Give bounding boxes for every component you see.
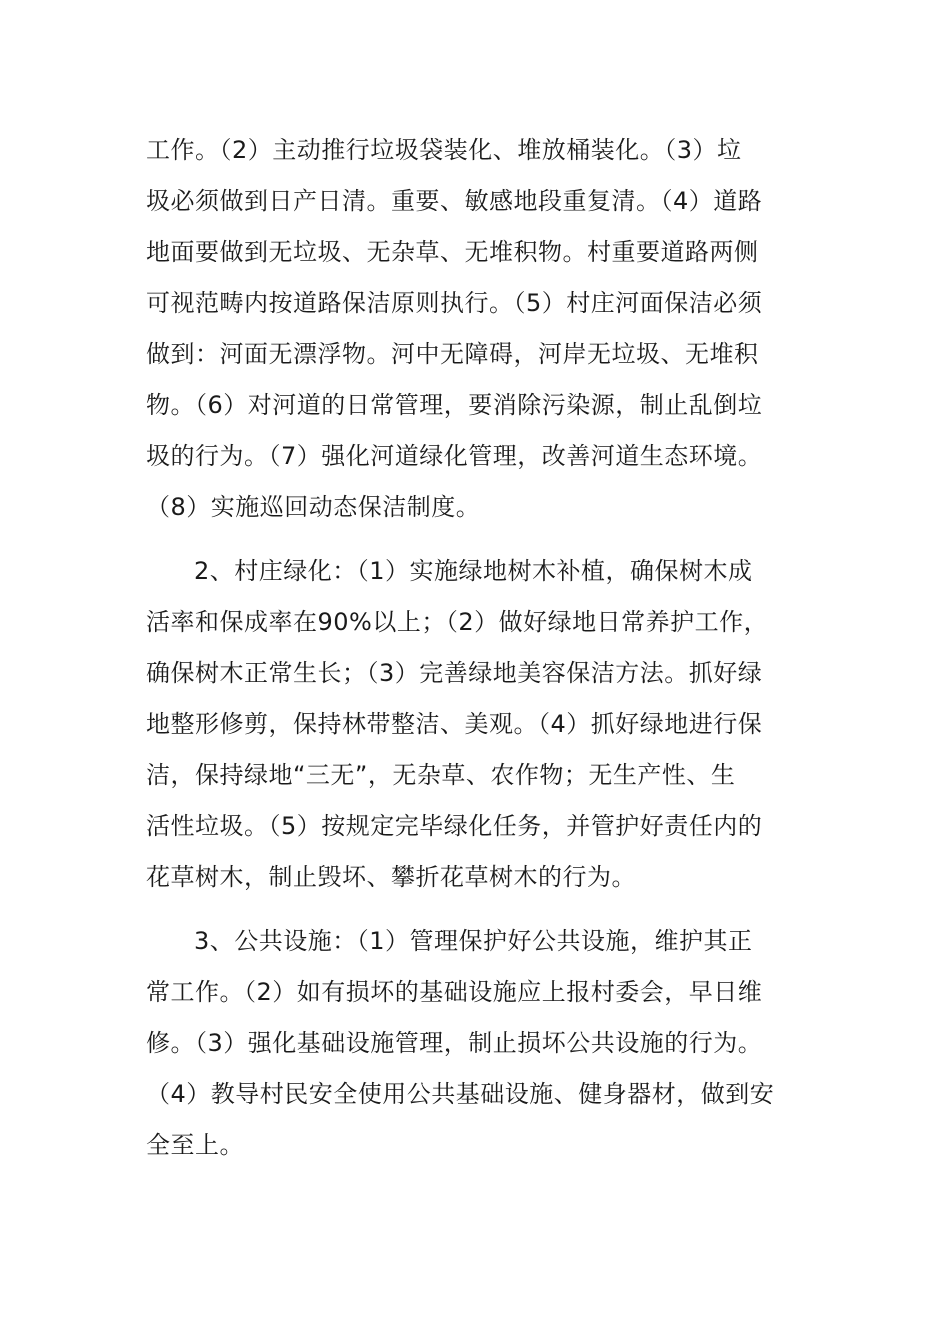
text-line-first: 2、村庄绿化：（1）实施绿地树木补植，确保树木成	[194, 557, 753, 585]
text-line: 确保树木正常生长；（3）完善绿地美容保洁方法。抓好绿	[146, 659, 763, 687]
text-line: 活性垃圾。（5）按规定完毕绿化任务，并管护好责任内的	[146, 812, 763, 840]
text-line: 活率和保成率在90%以上；（2）做好绿地日常养护工作，	[146, 608, 769, 636]
text-line: 花草树木，制止毁坏、攀折花草树木的行为。	[146, 863, 636, 891]
text-line: 常工作。（2）如有损坏的基础设施应上报村委会，早日维	[146, 978, 763, 1006]
paragraph-village-greening	[146, 546, 806, 903]
text-line: 全至上。	[146, 1131, 244, 1159]
text-line: 地整形修剪，保持林带整洁、美观。（4）抓好绿地进行保	[146, 710, 763, 738]
text-line: 圾的行为。（7）强化河道绿化管理，改善河道生态环境。	[146, 442, 763, 470]
text-line: 洁，保持绿地“三无”，无杂草、农作物；无生产性、生	[146, 761, 736, 789]
text-line: 圾必须做到日产日清。重要、敏感地段重复清。（4）道路	[146, 187, 763, 215]
paragraph-public-facilities	[146, 916, 806, 1171]
text-line: 物。（6）对河道的日常管理，要消除污染源，制止乱倒垃	[146, 391, 763, 419]
text-line: 修。（3）强化基础设施管理，制止损坏公共设施的行为。	[146, 1029, 763, 1057]
text-line: 做到：河面无漂浮物。河中无障碍，河岸无垃圾、无堆积	[146, 340, 759, 368]
text-line: （4）教导村民安全使用公共基础设施、健身器材，做到安	[146, 1080, 775, 1108]
text-line-first: 3、公共设施：（1）管理保护好公共设施，维护其正	[194, 927, 753, 955]
paragraph-sanitation	[146, 125, 806, 533]
text-line: （8）实施巡回动态保洁制度。	[146, 493, 481, 521]
text-line: 工作。（2）主动推行垃圾袋装化、堆放桶装化。（3）垃	[146, 136, 742, 164]
text-line: 可视范畴内按道路保洁原则执行。（5）村庄河面保洁必须	[146, 289, 763, 317]
text-line: 地面要做到无垃圾、无杂草、无堆积物。村重要道路两侧	[146, 238, 759, 266]
